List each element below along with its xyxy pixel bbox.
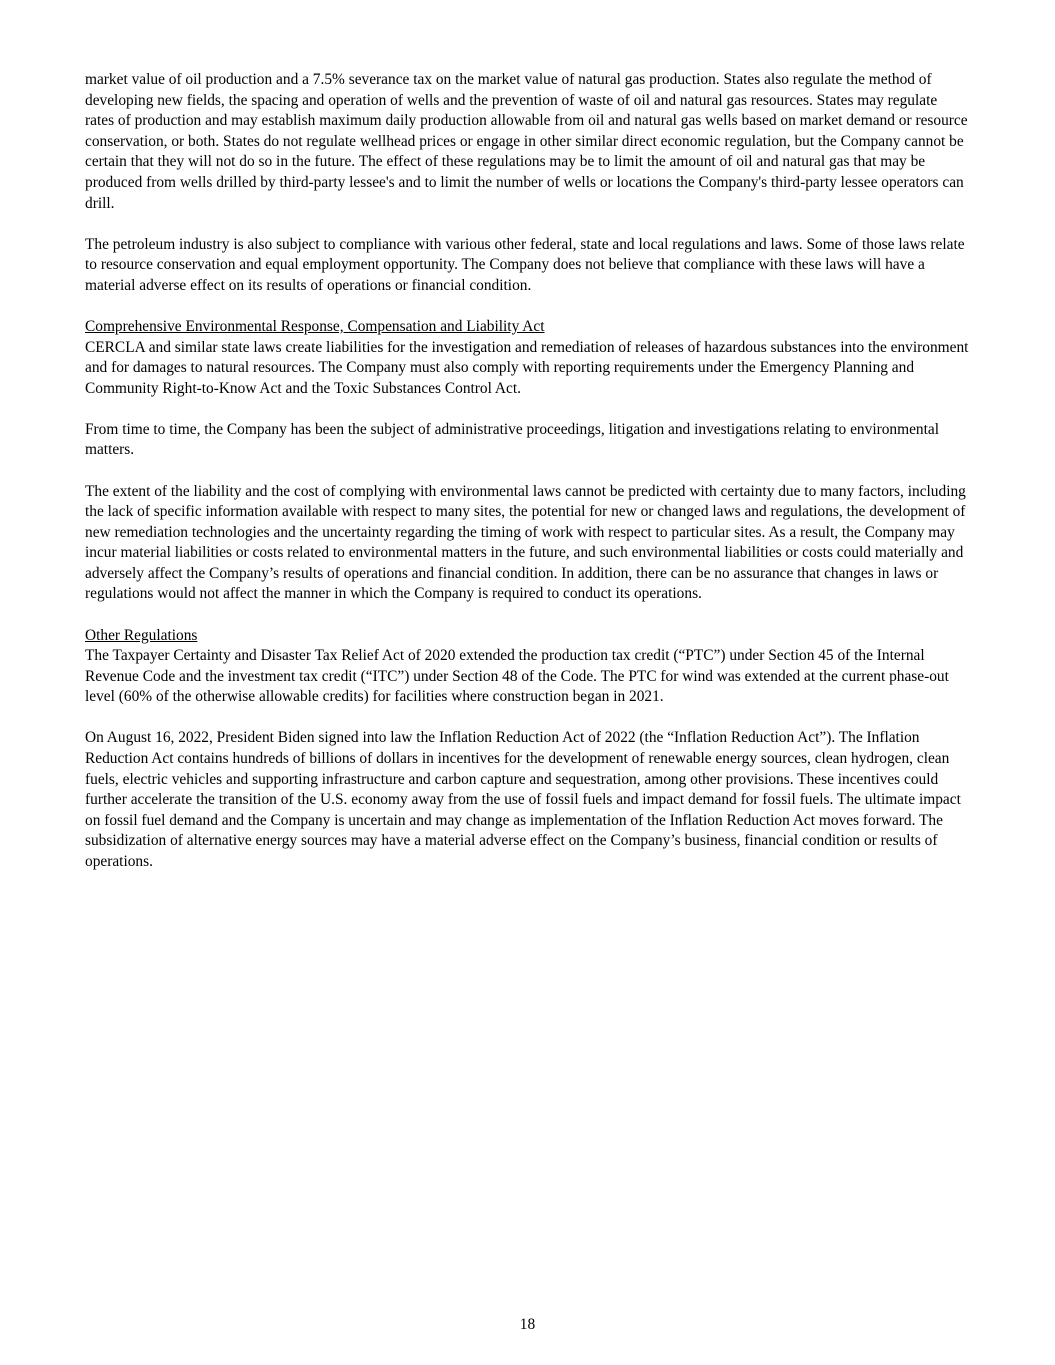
state-regulation-paragraph: market value of oil production and a 7.5% severance tax on the market value of natural gas production. States also regulate the method of developing new fields, the spacing and operation of wells and the prevention of waste of oil and natural gas resources. States may regulate rates of production and may establish maximum daily production allowable from oil and natural gas wells based on market demand or resource conservation, or both. States do not regulate wellhead prices or engage in other similar direct economic regulation, but the Company cannot be certain that they will not do so in the future. The effect of these regulations may be to limit the amount of oil and natural gas that may be produced from wells drilled by third-party lessee's and to limit the number of wells or locations the Company's third-party lessee operators can drill. — [85, 71, 968, 212]
environmental-liability-paragraph: The extent of the liability and the cost of complying with environmental laws cannot be predicted with certainty due to many factors, including the lack of specific information available with respect to many sites, the potential for new or changed laws and regulations, the development of new remediation technologies and the uncertainty regarding the timing of work with respect to particular sites. As a result, the Company may incur material liabilities or costs related to environmental matters in the future, and such environmental liabilities or costs could materially and adversely affect the Company’s results of operations and financial condition. In addition, there can be no assurance that changes in laws or regulations would not affect the manner in which the Company is required to conduct its operations. — [85, 482, 966, 603]
other-regulations-heading: Other Regulations — [85, 626, 198, 644]
other-laws-paragraph: The petroleum industry is also subject to compliance with various other federal, state and local regulations and laws. Some of those laws relate to resource conservation and equal employment opportunity. The Company does not believe that compliance with these laws will have a material adverse effect on its results of operations or financial condition. — [85, 235, 965, 294]
administrative-proceedings-paragraph: From time to time, the Company has been the subject of administrative proceedings, litigation and investigations relating to environmental matters. — [85, 420, 939, 459]
document-page — [85, 70, 970, 893]
cercla-section — [85, 317, 970, 399]
cercla-heading: Comprehensive Environmental Response, Compensation and Liability Act — [85, 317, 545, 335]
cercla-body: CERCLA and similar state laws create liabilities for the investigation and remediation of releases of hazardous substances into the environment and for damages to natural resources. The Company must also comply with reporting requirements under the Emergency Planning and Community Right-to-Know Act and the Toxic Substances Control Act. — [85, 338, 969, 397]
other-regulations-body: The Taxpayer Certainty and Disaster Tax Relief Act of 2020 extended the production tax credit (“PTC”) under Section 45 of the Internal Revenue Code and the investment tax credit (“ITC”) under Section 48 of the Code. The PTC for wind was extended at the current phase-out level (60% of the otherwise allowable credits) for facilities where construction began in 2021. — [85, 647, 949, 706]
page-number: 18 — [519, 1316, 536, 1333]
other-regulations-section — [85, 626, 970, 708]
inflation-reduction-act-paragraph: On August 16, 2022, President Biden signed into law the Inflation Reduction Act of 2022 (the “Inflation Reduction Act”). The Inflation Reduction Act contains hundreds of billions of dollars in incentives for the development of renewable energy sources, clean hydrogen, clean fuels, electric vehicles and supporting infrastructure and carbon capture and sequestration, among other provisions. These incentives could further accelerate the transition of the U.S. economy away from the use of fossil fuels and impact demand for fossil fuels. The ultimate impact on fossil fuel demand and the Company is uncertain and may change as implementation of the Inflation Reduction Act moves forward. The subsidization of alternative energy sources may have a material adverse effect on the Company’s business, financial condition or results of operations. — [85, 729, 961, 870]
